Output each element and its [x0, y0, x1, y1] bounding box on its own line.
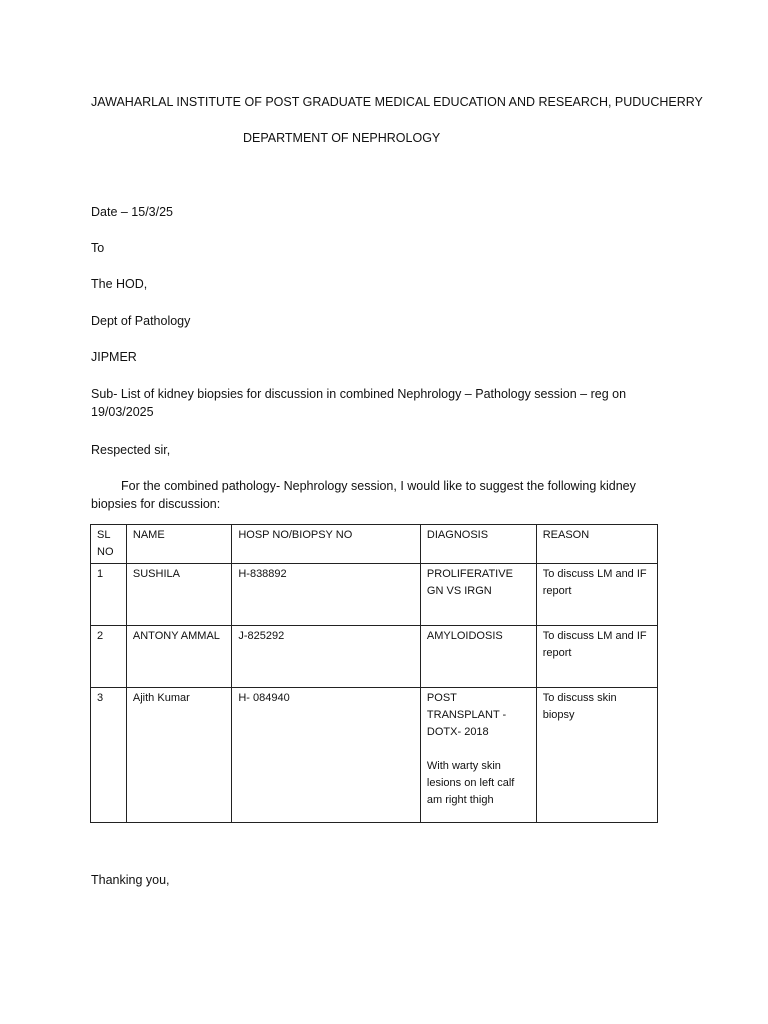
table-row: [91, 564, 658, 626]
cell-diagnosis-note: With warty skin lesions on left calf am right thigh: [426, 760, 515, 806]
cell-name: ANTONY AMMAL: [126, 626, 231, 688]
cell-hosp: H-838892: [232, 564, 421, 626]
cell-diagnosis: AMYLOIDOSIS: [420, 626, 536, 688]
letter-to: To: [91, 241, 105, 255]
header-reason: REASON: [536, 525, 657, 564]
biopsy-table: [90, 524, 658, 823]
department-title: DEPARTMENT OF NEPHROLOGY: [243, 131, 441, 145]
cell-name: SUSHILA: [126, 564, 231, 626]
letter-subject: Sub- List of kidney biopsies for discussion in combined Nephrology – Pathology session – reg on 19/03/2025: [91, 387, 627, 419]
cell-sl: 1: [91, 564, 127, 626]
cell-diagnosis: PROLIFERATIVE GN VS IRGN: [420, 564, 536, 626]
letter-org: JIPMER: [91, 350, 137, 364]
letter-dept: Dept of Pathology: [91, 314, 191, 328]
cell-diagnosis: POST TRANSPLANT - DOTX- 2018: [426, 692, 507, 738]
cell-reason: To discuss LM and IF report: [536, 564, 657, 626]
cell-sl: 2: [91, 626, 127, 688]
cell-sl: 3: [91, 688, 127, 823]
header-diagnosis: DIAGNOSIS: [420, 525, 536, 564]
cell-reason: To discuss skin biopsy: [536, 688, 657, 823]
table-row: [91, 688, 658, 823]
letter-closing: Thanking you,: [91, 873, 170, 887]
letter-salutation: Respected sir,: [91, 443, 171, 457]
letter-date: Date – 15/3/25: [91, 205, 174, 219]
header-hosp-no: HOSP NO/BIOPSY NO: [232, 525, 421, 564]
letter-addressee: The HOD,: [91, 277, 148, 291]
cell-hosp: J-825292: [232, 626, 421, 688]
cell-name: Ajith Kumar: [126, 688, 231, 823]
institute-title: JAWAHARLAL INSTITUTE OF POST GRADUATE MEDICAL EDUCATION AND RESEARCH, PUDUCHERRY: [91, 95, 703, 109]
cell-reason: To discuss LM and IF report: [536, 626, 657, 688]
letter-body: For the combined pathology- Nephrology session, I would like to suggest the following kidney biopsies for discussion:: [91, 479, 636, 511]
table-header-row: [91, 525, 658, 564]
paragraph-gap: [427, 741, 530, 758]
header-sl-no: SL NO: [91, 525, 127, 564]
header-name: NAME: [126, 525, 231, 564]
cell-diagnosis-multi: [420, 688, 536, 823]
cell-hosp: H- 084940: [232, 688, 421, 823]
table-row: [91, 626, 658, 688]
